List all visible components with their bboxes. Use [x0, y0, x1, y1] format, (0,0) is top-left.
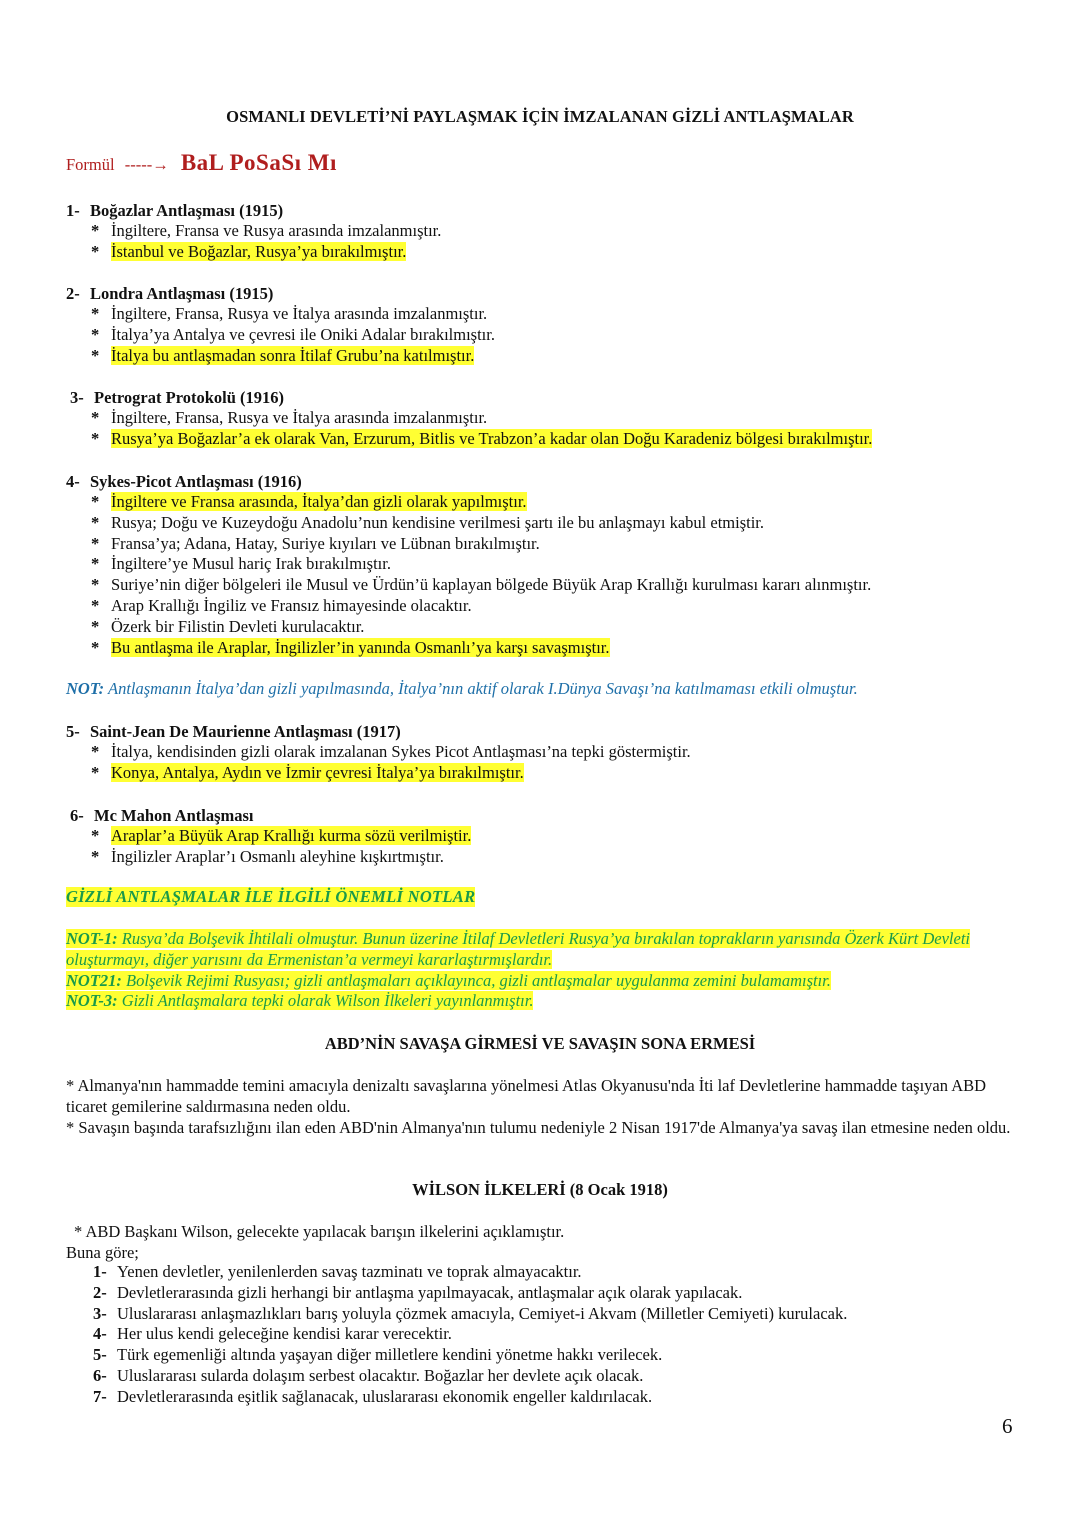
note-text: Antlaşmanın İtalya’dan gizli yapılmasında, İtalya’nın aktif olarak I.Dünya Savaşı’na katılmaması etkili olmuştur.: [104, 679, 858, 698]
item-number: 7-: [93, 1386, 107, 1406]
list-item: * İngilizler Araplar’ı Osmanlı aleyhine kışkırtmıştır.: [91, 846, 444, 866]
treaty-items: [91, 304, 495, 366]
list-item: [93, 1324, 847, 1345]
note-text: Rusya’da Bolşevik İhtilali olmuştur. Bunun üzerine İtilaf Devletleri Rusya’ya bırakılan toprakların yarısında Özerk Kürt Devleti oluşturmayı, diğer yarısını da Ermenistan’a vermeyi kararlaştırmışlardır.: [66, 929, 971, 969]
formula-arrow: -----→: [124, 155, 169, 174]
item-text-highlighted: İngiltere ve Fransa arasında, İtalya’dan gizli olarak yapılmıştır.: [111, 492, 527, 511]
treaty-title: Mc Mahon Antlaşması: [94, 806, 254, 825]
treaty-heading: [66, 283, 495, 304]
item-text-highlighted: İstanbul ve Boğazlar, Rusya’ya bırakılmıştır.: [111, 241, 407, 261]
note-3: [66, 991, 533, 1010]
list-item: * İngiltere’ye Musul hariç Irak bırakılmıştır.: [91, 554, 391, 574]
item-text: İngiltere, Fransa, Rusya ve İtalya arasında imzalanmıştır.: [111, 408, 488, 427]
note-2: [66, 971, 831, 990]
item-number: 5-: [93, 1345, 107, 1365]
paragraph: * ABD Başkanı Wilson, gelecekte yapılacak barışın ilkelerini açıklamıştır.: [74, 1222, 565, 1241]
item-text: Türk egemenliği altında yaşayan diğer milletlere kendini yönetme hakkı verilecek.: [117, 1345, 663, 1365]
note-label: NOT-3:: [66, 991, 118, 1011]
treaty-number: 3-: [70, 388, 84, 407]
treaty-number: 5-: [66, 722, 80, 741]
sykes-picot-note: [66, 679, 858, 699]
treaty-items: [91, 221, 441, 263]
list-item: * Rusya; Doğu ve Kuzeydoğu Anadolu’nun kendisine verilmesi şartı ile bu anlaşmayı kabul etmiştir.: [91, 512, 765, 532]
important-notes: [66, 929, 1016, 1012]
treaty-title: Londra Antlaşması (1915): [90, 284, 274, 303]
treaty-number: 1-: [66, 201, 80, 220]
item-text-highlighted: İtalya bu antlaşmadan sonra İtilaf Grubu’na katılmıştır.: [111, 345, 475, 365]
treaty-heading: [66, 471, 871, 492]
list-item: [93, 1366, 847, 1387]
treaty-title: Saint-Jean De Maurienne Antlaşması (1917): [90, 722, 401, 741]
list-item: * İngiltere ve Fransa arasında, İtalya’dan gizli olarak yapılmıştır.: [91, 492, 527, 511]
formula-value: BaL PoSaSı Mı: [180, 150, 337, 175]
list-item: * Fransa’ya; Adana, Hatay, Suriye kıyıları ve Lübnan bırakılmıştır.: [91, 533, 540, 553]
treaty-heading: [70, 387, 872, 408]
item-text: Devletlerarasında eşitlik sağlanacak, uluslararası ekonomik engeller kaldırılacak.: [117, 1386, 653, 1406]
list-item: * Bu antlaşma ile Araplar, İngilizler’in yanında Osmanlı’ya karşı savaşmıştır.: [91, 637, 610, 657]
item-text: İtalya’ya Antalya ve çevresi ile Oniki Adalar bırakılmıştır.: [111, 324, 495, 344]
item-text: İngiltere’ye Musul hariç Irak bırakılmıştır.: [111, 554, 391, 574]
treaty-number: 2-: [66, 284, 80, 303]
note-label: NOT:: [66, 679, 105, 698]
item-text: İngilizler Araplar’ı Osmanlı aleyhine kışkırtmıştır.: [111, 846, 444, 866]
treaty-number: 6-: [70, 806, 84, 825]
item-number: 1-: [93, 1262, 107, 1281]
treaty-heading: [66, 721, 691, 742]
treaty-items: [91, 742, 691, 784]
wilson-heading: WİLSON İLKELERİ (8 Ocak 1918): [412, 1180, 668, 1199]
list-item: * Özerk bir Filistin Devleti kurulacaktır.: [91, 616, 365, 636]
note-label: NOT-1:: [66, 929, 118, 948]
note-label: NOT21:: [66, 970, 122, 990]
list-item: * Rusya’ya Boğazlar’a ek olarak Van, Erzurum, Bitlis ve Trabzon’a kadar olan Doğu Karadeniz bölgesi bırakılmıştır.: [91, 428, 873, 448]
list-item: [93, 1262, 847, 1283]
treaty-heading: [66, 200, 441, 221]
treaty-section-3: [70, 387, 872, 450]
item-text: Özerk bir Filistin Devleti kurulacaktır.: [111, 616, 365, 636]
item-number: 4-: [93, 1324, 107, 1344]
treaty-section-5: [66, 721, 691, 784]
treaty-section-6: [70, 805, 471, 868]
wilson-intro: [66, 1222, 1016, 1264]
list-item: * İstanbul ve Boğazlar, Rusya’ya bırakılmıştır.: [91, 241, 407, 261]
list-item: [93, 1304, 847, 1325]
item-text: İtalya, kendisinden gizli olarak imzalanan Sykes Picot Antlaşması’na tepki göstermiştir.: [111, 742, 691, 761]
treaty-title: Petrograt Protokolü (1916): [94, 388, 285, 407]
treaty-title: Sykes-Picot Antlaşması (1916): [90, 472, 302, 491]
list-item: [93, 1387, 847, 1408]
item-text-highlighted: Araplar’a Büyük Arap Krallığı kurma sözü verilmiştir.: [111, 826, 472, 845]
item-text: Uluslararası sularda dolaşım serbest olacaktır. Boğazlar her devlete açık olacak.: [117, 1365, 644, 1385]
important-notes-heading: GİZLİ ANTLAŞMALAR İLE İLGİLİ ÖNEMLİ NOTLAR: [66, 887, 476, 906]
wilson-principles-list: [93, 1262, 847, 1408]
formula-line: [66, 150, 337, 176]
item-text: Rusya; Doğu ve Kuzeydoğu Anadolu’nun kendisine verilmesi şartı ile bu anlaşmayı kabul etmiştir.: [111, 512, 765, 532]
treaty-section-1: [66, 200, 441, 263]
item-text: Suriye’nin diğer bölgeleri ile Musul ve Ürdün’ü kaplayan bölgede Büyük Arap Krallığı kurulması kararı alınmıştır.: [111, 575, 872, 595]
list-item: * İngiltere, Fransa ve Rusya arasında imzalanmıştır.: [91, 221, 442, 240]
treaty-items: [91, 826, 471, 868]
list-item: * İtalya bu antlaşmadan sonra İtilaf Grubu’na katılmıştır.: [91, 345, 475, 365]
treaty-title: Boğazlar Antlaşması (1915): [90, 201, 284, 220]
list-item: [93, 1283, 847, 1304]
list-item: * Araplar’a Büyük Arap Krallığı kurma sözü verilmiştir.: [91, 826, 472, 845]
treaty-section-2: [66, 283, 495, 366]
item-text: İngiltere, Fransa, Rusya ve İtalya arasında imzalanmıştır.: [111, 304, 488, 323]
page-number: 6: [1002, 1414, 1013, 1438]
list-item: * Arap Krallığı İngiliz ve Fransız himayesinde olacaktır.: [91, 595, 472, 615]
abd-paragraphs: [66, 1076, 1016, 1138]
item-text: Her ulus kendi geleceğine kendisi karar verecektir.: [117, 1324, 452, 1344]
item-number: 6-: [93, 1365, 107, 1385]
item-text: İngiltere, Fransa ve Rusya arasında imzalanmıştır.: [111, 221, 442, 240]
item-text: Devletlerarasında gizli herhangi bir antlaşma yapılmayacak, antlaşmalar açık olarak yapılacak.: [117, 1282, 743, 1302]
paragraph: * Savaşın başında tarafsızlığını ilan eden ABD'nin Almanya'nın tulumu nedeniyle 2 Nisan 1917'de Almanya'ya savaş ilan etmesine neden oldu.: [66, 1117, 1011, 1137]
item-text: Arap Krallığı İngiliz ve Fransız himayesinde olacaktır.: [111, 595, 472, 615]
item-number: 3-: [93, 1303, 107, 1323]
note-text: Bolşevik Rejimi Rusyası; gizli antlaşmaları açıklayınca, gizli antlaşmalar uygulanma zemini bulamamıştır.: [121, 970, 831, 990]
item-text-highlighted: Konya, Antalya, Aydın ve İzmir çevresi İtalya’ya bırakılmıştır.: [111, 762, 524, 782]
list-item: * Konya, Antalya, Aydın ve İzmir çevresi İtalya’ya bırakılmıştır.: [91, 762, 524, 782]
treaty-number: 4-: [66, 472, 80, 491]
page-title: OSMANLI DEVLETİ’Nİ PAYLAŞMAK İÇİN İMZALANAN GİZLİ ANTLAŞMALAR: [226, 107, 854, 126]
treaty-section-4: [66, 471, 871, 658]
note-1: [66, 929, 970, 969]
item-text: Yenen devletler, yenilenlerden savaş tazminatı ve toprak almayacaktır.: [117, 1262, 582, 1281]
treaty-heading: [70, 805, 471, 826]
list-item: * Suriye’nin diğer bölgeleri ile Musul ve Ürdün’ü kaplayan bölgede Büyük Arap Krallığı kurulması kararı alınmıştır.: [91, 575, 872, 595]
list-item: * İngiltere, Fransa, Rusya ve İtalya arasında imzalanmıştır.: [91, 408, 488, 427]
item-text-highlighted: Bu antlaşma ile Araplar, İngilizler’in yanında Osmanlı’ya karşı savaşmıştır.: [111, 637, 610, 657]
abd-heading: ABD’NİN SAVAŞA GİRMESİ VE SAVAŞIN SONA ERMESİ: [324, 1034, 756, 1053]
list-item: * İtalya’ya Antalya ve çevresi ile Oniki Adalar bırakılmıştır.: [91, 324, 495, 344]
item-number: 2-: [93, 1282, 107, 1302]
list-item: * İtalya, kendisinden gizli olarak imzalanan Sykes Picot Antlaşması’na tepki göstermiştir.: [91, 742, 691, 761]
treaty-items: [91, 492, 871, 658]
paragraph: Buna göre;: [66, 1242, 139, 1262]
item-text: Uluslararası anlaşmazlıkları barış yoluyla çözmek amacıyla, Cemiyet-i Akvam (Milletler Cemiyeti) kurulacak.: [117, 1303, 848, 1323]
note-text: Gizli Antlaşmalara tepki olarak Wilson İlkeleri yayınlanmıştır.: [117, 991, 534, 1011]
paragraph: * Almanya'nın hammadde temini amacıyla denizaltı savaşlarına yönelmesi Atlas Okyanusu'nda İti laf Devletlerine hammadde taşıyan ABD ticaret gemilerine saldırmasına neden oldu.: [66, 1076, 987, 1116]
list-item: * İngiltere, Fransa, Rusya ve İtalya arasında imzalanmıştır.: [91, 304, 488, 323]
item-text-highlighted: Rusya’ya Boğazlar’a ek olarak Van, Erzurum, Bitlis ve Trabzon’a kadar olan Doğu Karadeniz bölgesi bırakılmıştır.: [111, 428, 873, 448]
formula-label: Formül: [66, 155, 115, 174]
treaty-items: [91, 408, 872, 450]
item-text: Fransa’ya; Adana, Hatay, Suriye kıyıları ve Lübnan bırakılmıştır.: [111, 533, 540, 553]
list-item: [93, 1345, 847, 1366]
